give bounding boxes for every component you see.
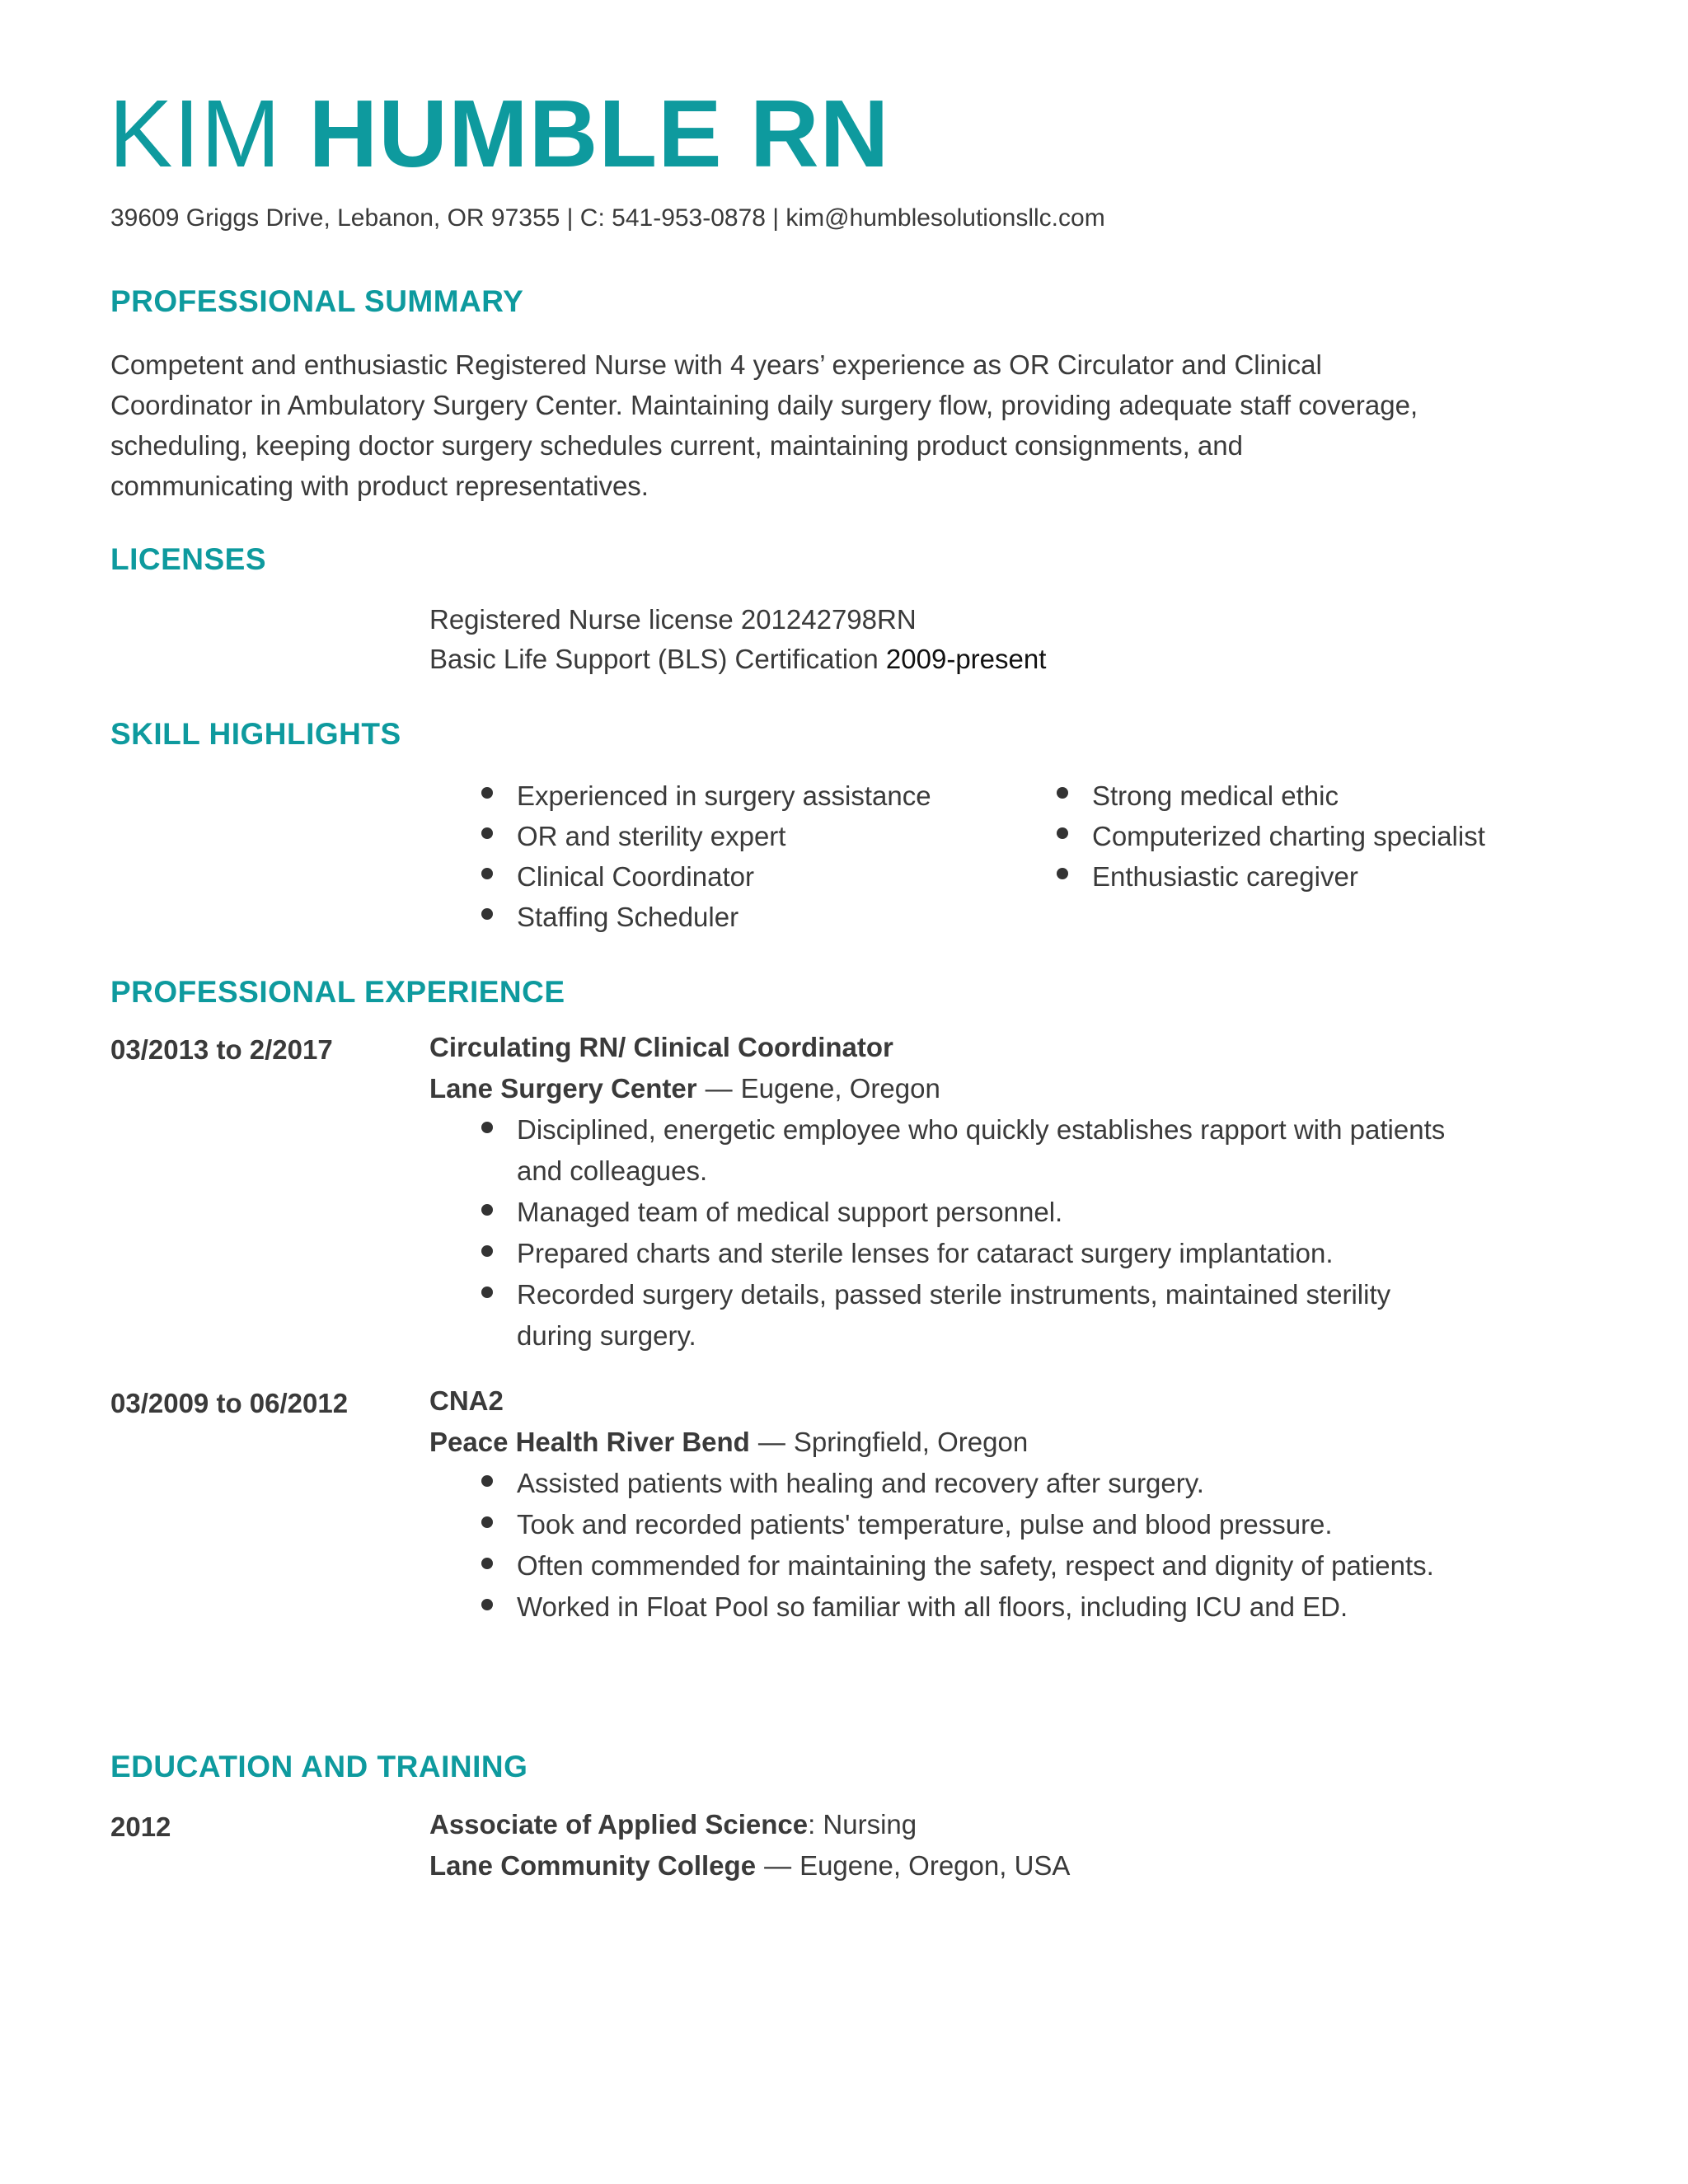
skill-item [481,776,931,816]
skill-text: OR and sterility expert [517,821,786,851]
duty-text: Worked in Float Pool so familiar with all floors, including ICU and ED. [517,1591,1348,1622]
last-name: HUMBLE RN [308,80,890,187]
license-text: Basic Life Support (BLS) Certification [429,644,886,674]
duty-text: Prepared charts and sterile lenses for cataract surgery implantation. [517,1238,1334,1268]
school-line [429,1845,1070,1886]
employer-name: Peace Health River Bend [429,1427,750,1457]
skill-item [1057,776,1485,816]
summary-line: Coordinator in Ambulatory Surgery Center. Maintaining daily surgery flow, providing adequate staff coverage, [110,390,1418,420]
job-dates: 03/2013 to 2/2017 [110,1034,333,1065]
bullet-icon [481,787,493,799]
degree-name: Associate of Applied Science [429,1809,809,1840]
job-title: CNA2 [429,1385,504,1416]
job-entry [429,1380,1454,1628]
licenses-list [429,600,1046,679]
experience-heading: PROFESSIONAL EXPERIENCE [110,975,565,1009]
job-entry [429,1027,1454,1357]
duty-text: Managed team of medical support personnel. [517,1197,1063,1227]
skills-left-column [481,776,931,937]
duty-text: Recorded surgery details, passed sterile instruments, maintained sterility during surgery. [517,1279,1391,1351]
education-heading: EDUCATION AND TRAINING [110,1750,528,1783]
license-item [429,600,1046,640]
license-item [429,640,1046,679]
job-duties [481,1109,1454,1357]
job-dates: 03/2009 to 06/2012 [110,1388,349,1418]
duty-item [481,1274,1454,1357]
summary-line: Competent and enthusiastic Registered Nurse with 4 years’ experience as OR Circulator and Clinical [110,349,1322,380]
bullet-icon [1057,868,1068,879]
skill-item [481,897,931,937]
bullet-icon [481,1558,493,1569]
job-duties [481,1463,1454,1628]
bullet-icon [481,1475,493,1487]
degree-field: : Nursing [808,1809,917,1840]
bullet-icon [481,1599,493,1610]
bullet-icon [481,1122,493,1133]
contact-info: 39609 Griggs Drive, Lebanon, OR 97355 | C: 541-953-0878 | kim@humblesolutionsllc.com [110,204,1105,232]
job-employer-line [429,1068,1454,1109]
duty-item [481,1109,1454,1192]
duty-item [481,1545,1454,1586]
license-text: Registered Nurse license 201242798RN [429,604,917,635]
skill-text: Clinical Coordinator [517,861,754,892]
skills-right-column [1057,776,1485,897]
school-location: Eugene, Oregon, USA [799,1850,1071,1881]
bullet-icon [1057,827,1068,839]
skill-text: Staffing Scheduler [517,902,739,932]
licenses-heading: LICENSES [110,542,267,576]
job-employer-line [429,1422,1454,1463]
degree-line [429,1804,1070,1845]
skills-heading: SKILL HIGHLIGHTS [110,717,401,751]
duty-text: Often commended for maintaining the safety, respect and dignity of patients. [517,1550,1434,1581]
bullet-icon [1057,787,1068,799]
education-year: 2012 [110,1811,171,1842]
school-name: Lane Community College [429,1850,757,1881]
employer-location: Eugene, Oregon [740,1073,940,1104]
skill-text: Experienced in surgery assistance [517,780,931,811]
employer-location: Springfield, Oregon [793,1427,1029,1457]
summary-heading: PROFESSIONAL SUMMARY [110,284,524,318]
duty-text: Disciplined, energetic employee who quickly establishes rapport with patients and colleagues. [517,1114,1446,1186]
employer-name: Lane Surgery Center [429,1073,697,1104]
first-name: KIM [109,80,282,187]
skill-text: Strong medical ethic [1092,780,1339,811]
skill-text: Enthusiastic caregiver [1092,861,1358,892]
duty-item [481,1233,1454,1274]
bullet-icon [481,827,493,839]
duty-item [481,1586,1454,1628]
skill-item [481,856,931,897]
summary-line: scheduling, keeping doctor surgery schedules current, maintaining product consignments, and [110,430,1243,461]
bullet-icon [481,1245,493,1257]
bullet-icon [481,1286,493,1298]
bullet-icon [481,1204,493,1216]
bullet-icon [481,868,493,879]
duty-item [481,1463,1454,1504]
candidate-name [109,76,889,191]
skill-item [1057,816,1485,856]
skill-item [1057,856,1485,897]
skill-text: Computerized charting specialist [1092,821,1485,851]
duty-text: Took and recorded patients' temperature, pulse and blood pressure. [517,1509,1333,1540]
education-entry [429,1804,1070,1886]
duty-item [481,1504,1454,1545]
separator-dash: — [757,1427,785,1457]
summary-text [110,344,1512,506]
duty-text: Assisted patients with healing and recovery after surgery. [517,1468,1204,1498]
duty-item [481,1192,1454,1233]
job-title: Circulating RN/ Clinical Coordinator [429,1032,893,1062]
bullet-icon [481,908,493,920]
summary-line: communicating with product representatives. [110,471,649,501]
license-years: 2009-present [885,644,1047,674]
separator-dash: — [705,1073,733,1104]
bullet-icon [481,1516,493,1528]
skill-item [481,816,931,856]
separator-dash: — [764,1850,792,1881]
